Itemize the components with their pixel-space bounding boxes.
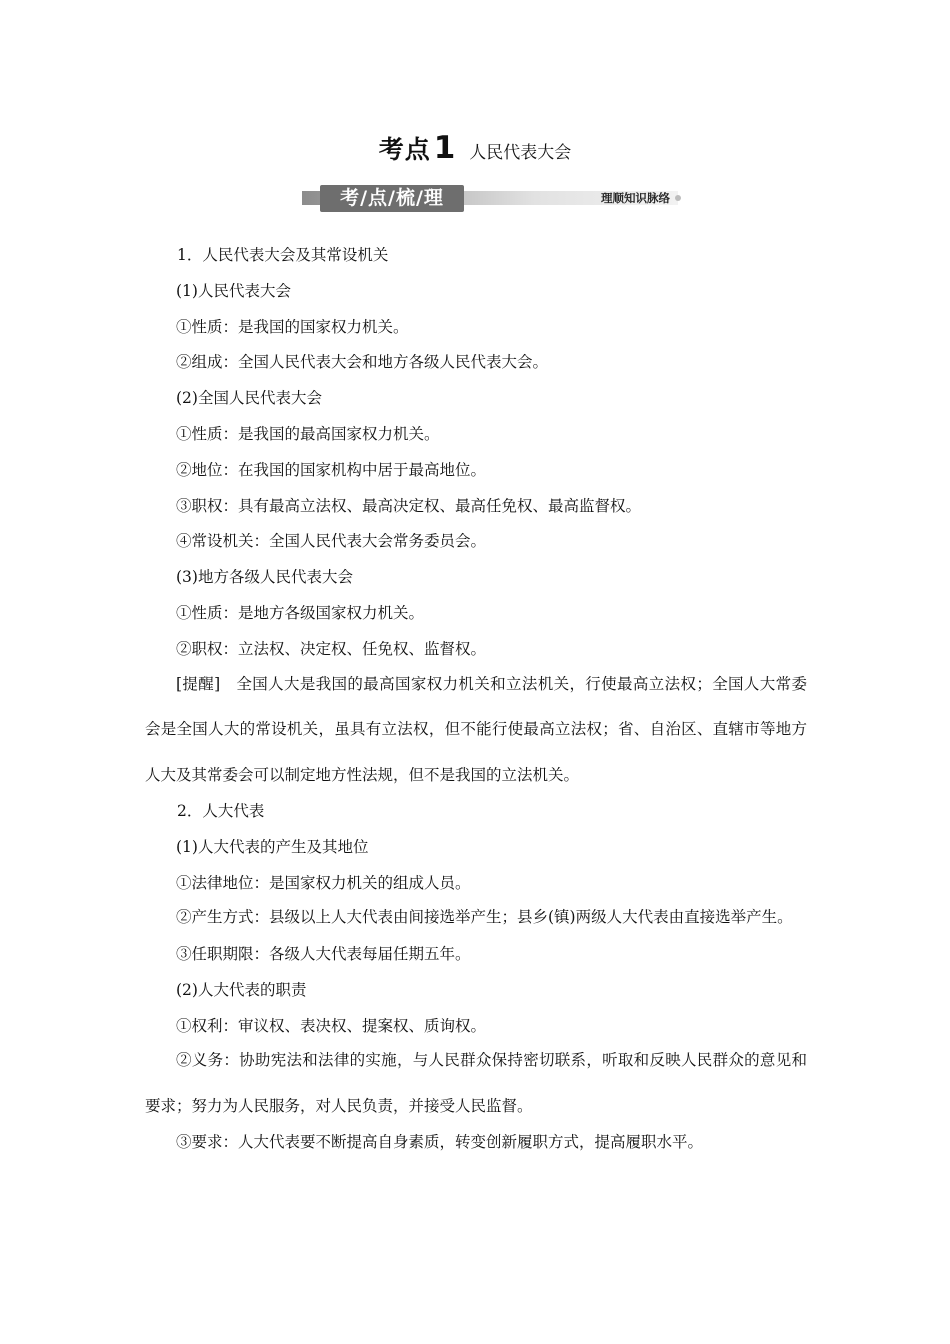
list-item-wrapped: ②义务：协助宪法和法律的实施，与人民群众保持密切联系，听取和反映人民群众的意见和要求；努力为人民服务，对人民负责，并接受人民监督。 (145, 1051, 807, 1115)
subheading-2-1: (1)人大代表的产生及其地位 (176, 837, 369, 856)
heading-2: 2．人大代表 (177, 802, 265, 821)
section-banner (302, 185, 684, 212)
subheading-2-2: (2)人大代表的职责 (176, 980, 307, 999)
list-item: ①性质：是我国的最高国家权力机关。 (176, 424, 440, 443)
banner-subtitle: 理顺知识脉络 (601, 191, 670, 205)
list-item: ③要求：人大代表要不断提高自身素质，转变创新履职方式，提高履职水平。 (176, 1133, 704, 1152)
list-item: ③职权：具有最高立法权、最高决定权、最高任免权、最高监督权。 (176, 496, 642, 515)
document-body (145, 238, 807, 1161)
section-title (0, 128, 950, 173)
kaodian-label: 考点 (378, 135, 431, 164)
banner-dot-icon (675, 195, 681, 201)
kaodian-number: 1 (433, 130, 456, 166)
list-item: ③任职期限：各级人大代表每届任期五年。 (176, 944, 471, 963)
subheading-1-1: (1)人民代表大会 (176, 281, 291, 300)
list-item: ④常设机关：全国人民代表大会常务委员会。 (176, 532, 487, 551)
list-item: ②组成：全国人民代表大会和地方各级人民代表大会。 (176, 353, 549, 372)
heading-1: 1．人民代表大会及其常设机关 (177, 246, 389, 264)
list-item-wrapped: ②产生方式：县级以上人大代表由间接选举产生；县乡(镇)两级人大代表由直接选举产生。 (176, 908, 793, 927)
list-item: ②地位：在我国的国家机构中居于最高地位。 (176, 460, 487, 479)
list-item: ②职权：立法权、决定权、任免权、监督权。 (176, 639, 487, 658)
subheading-1-3: (3)地方各级人民代表大会 (176, 568, 353, 587)
list-item: ①性质：是地方各级国家权力机关。 (176, 603, 425, 622)
reminder-paragraph: [提醒] 全国人大是我国的最高国家权力机关和立法机关，行使最高立法权；全国人大常委会是全国人大的常设机关，虽具有立法权，但不能行使最高立法权；省、自治区、直辖市等地方人大及其常委会可以制定地方性法规，但不是我国的立法机关。 (145, 674, 807, 784)
list-item: ①权利：审议权、表决权、提案权、质询权。 (176, 1016, 487, 1035)
banner-tag: 考/点/梳/理 (320, 185, 464, 212)
subheading-1-2: (2)全国人民代表大会 (176, 389, 322, 408)
kaodian-topic: 人民代表大会 (469, 143, 572, 163)
list-item: ①性质：是我国的国家权力机关。 (176, 317, 409, 336)
list-item: ①法律地位：是国家权力机关的组成人员。 (176, 873, 471, 892)
